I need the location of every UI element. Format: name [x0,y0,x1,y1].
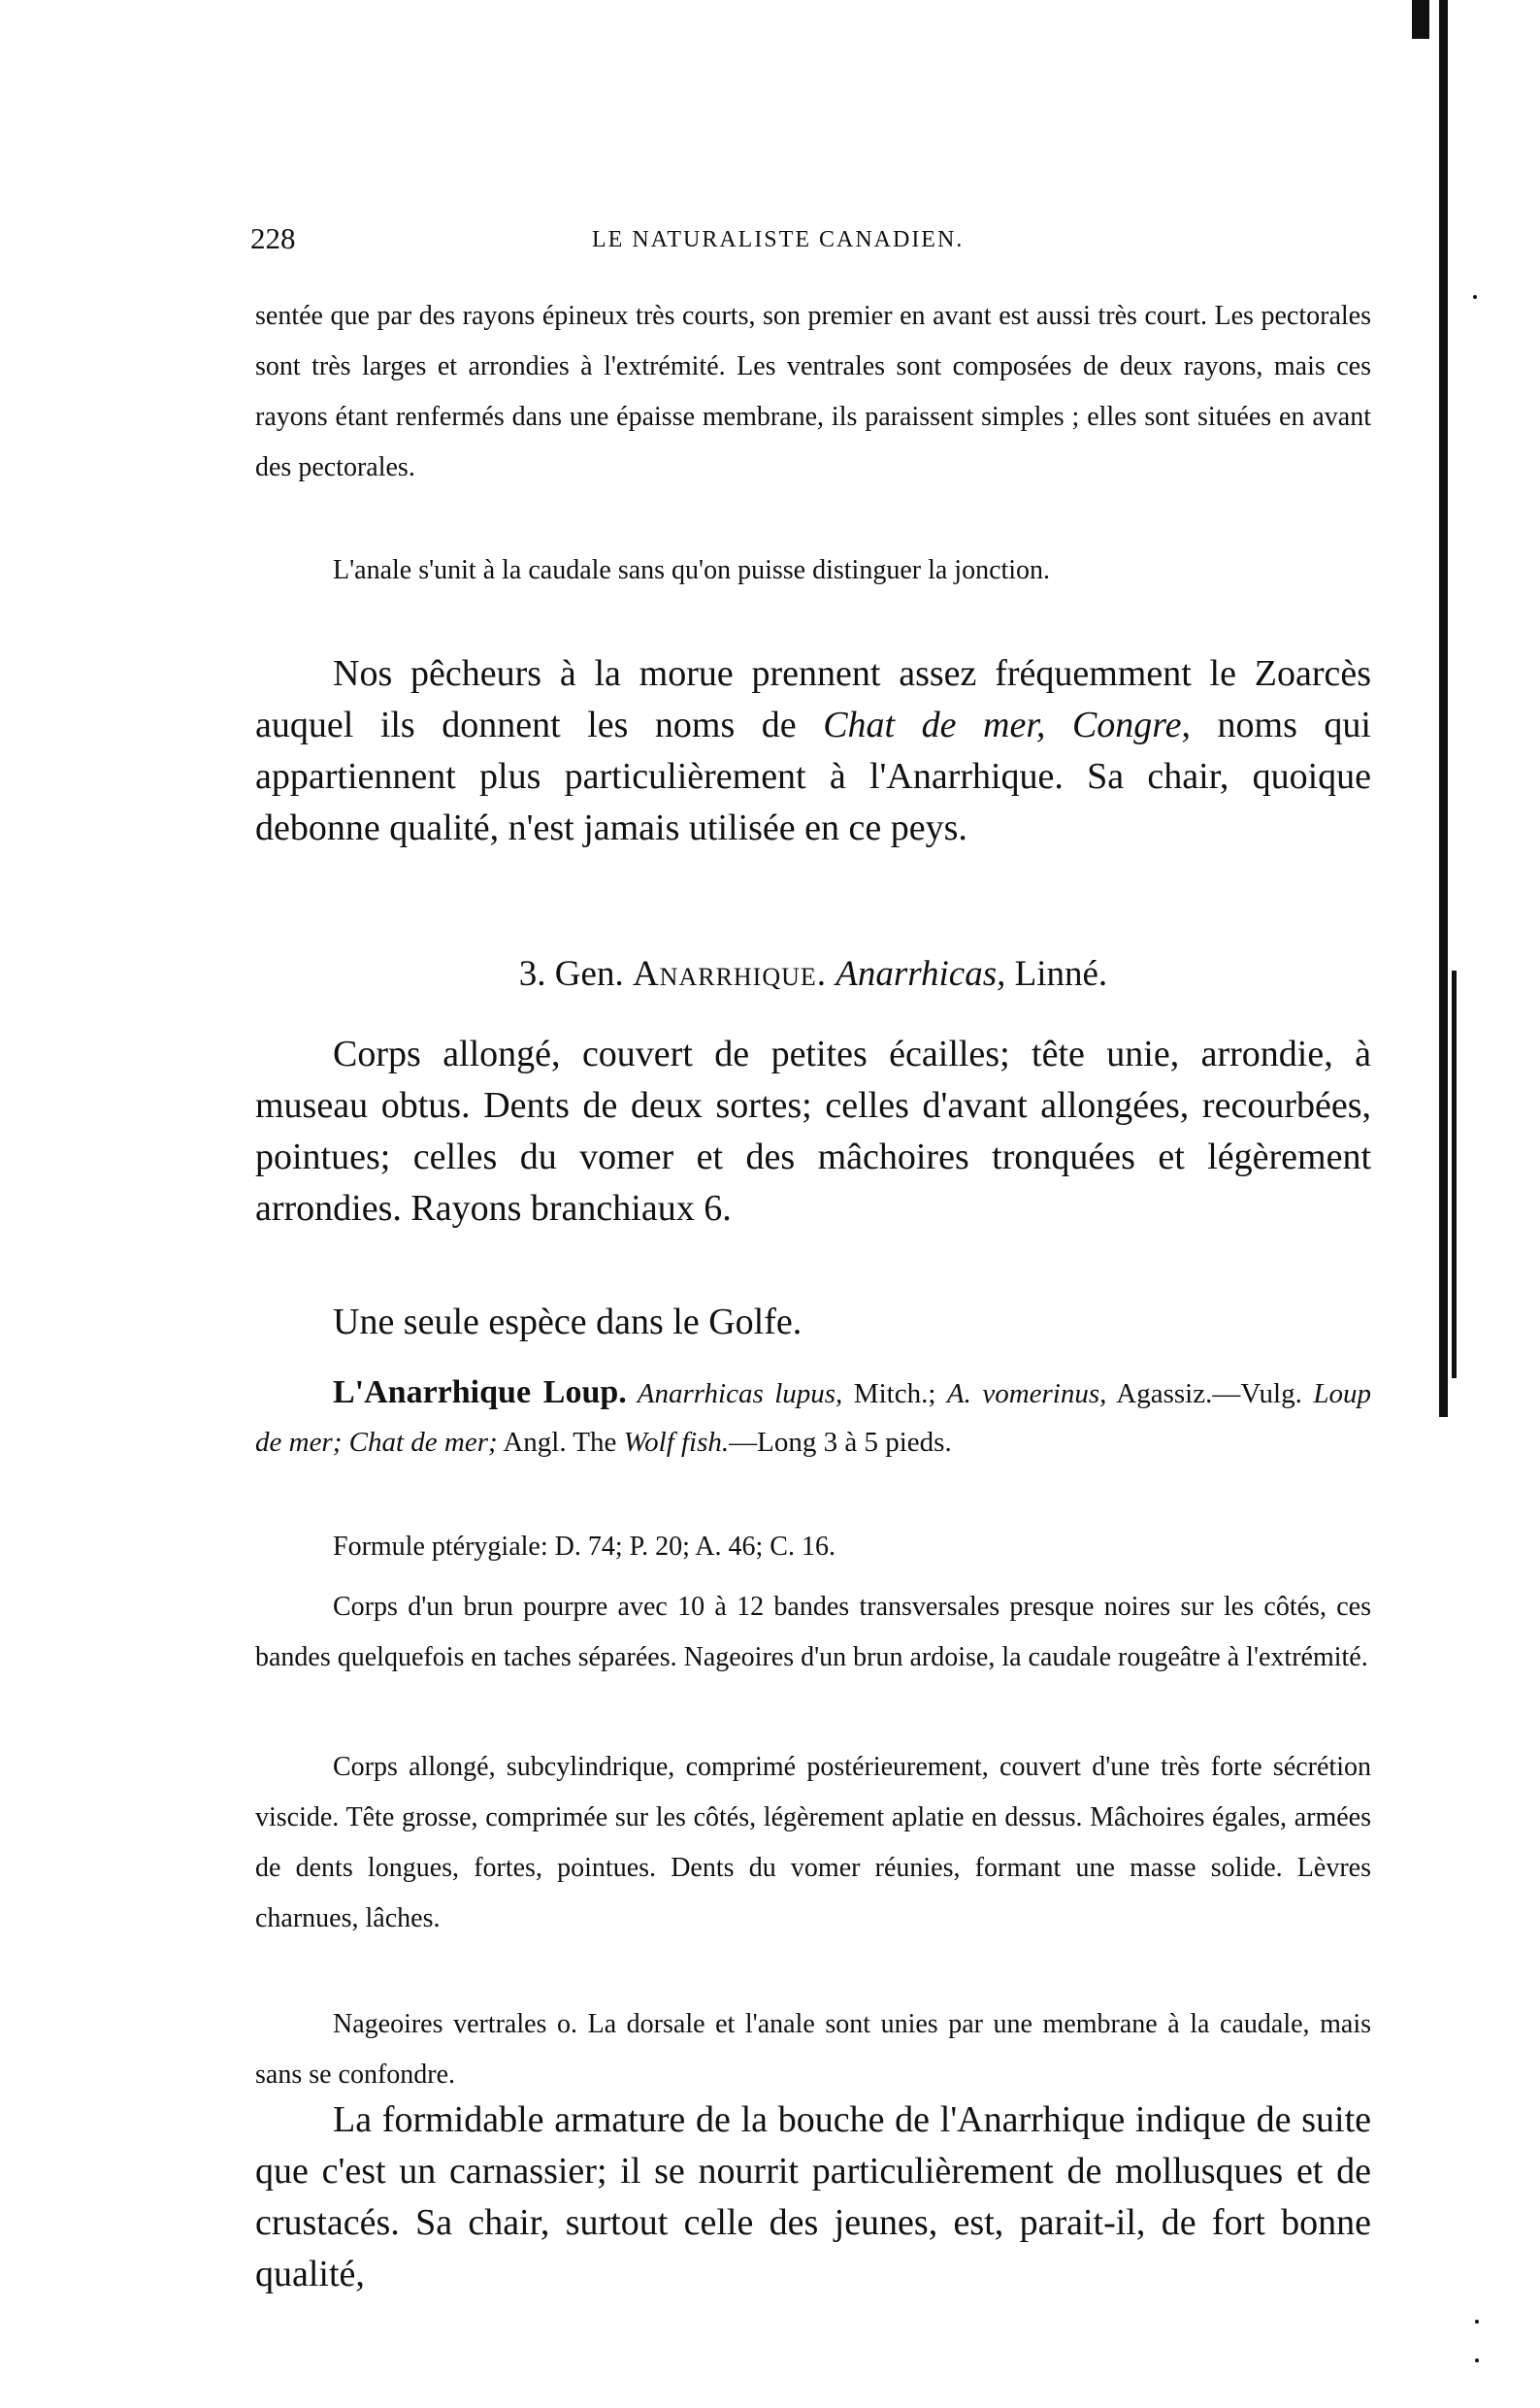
page-number: 228 [250,221,296,255]
journal-title: LE NATURALISTE CANADIEN. [592,227,965,252]
paragraph: sentée que par des rayons épineux très courts, son premier en avant est aussi très court. Les pectorales sont très larges et arrondies à l'extrémité. Les ventrales sont composées de deux rayons, mais ces rayons étant renfermés dans une épaisse membrane, ils paraissent simples ; elles sont situées en avant des pectorales. [255,301,1371,482]
paragraph: Nageoires vertrales o. La dorsale et l'anale sont unies par une membrane à la caudale, mais sans se confondre. [255,2009,1371,2090]
latin-synonym: A. vomerinus, [946,1378,1107,1409]
text-run: —Long 3 à 5 pieds. [729,1427,952,1458]
genus-name: Anarrhique. [632,954,828,994]
species-name: L'Anarrhique Loup. [333,1374,627,1410]
text-run: Angl. The [497,1427,624,1458]
italic-text: Chat de mer, Congre [823,705,1182,745]
fin-formula: Formule ptérygiale: D. 74; P. 20; A. 46; C. 16. [333,1532,836,1562]
paragraph: La formidable armature de la bouche de l'Anarrhique indique de suite que c'est un carnassier; il se nourrit particulièrement de mollusques et de crustacés. Sa chair, surtout celle des jeunes, est, parait-il, de fort bonne qualité, [255,2099,1371,2294]
scan-speck [1475,2320,1479,2324]
vernacular-names: Loup de mer; Chat de mer; [255,1378,1371,1458]
paragraph: Une seule espèce dans le Golfe. [333,1302,803,1342]
scan-edge-mark [1412,0,1429,39]
text-run: Agassiz.—Vulg. [1106,1378,1314,1409]
paragraph: Corps allongé, subcylindrique, comprimé postérieurement, couvert d'une très forte sécrétion viscide. Tête grosse, comprimée sur les côtés, légèrement aplatie en dessus. Mâchoires égales, armées de dents longues, fortes, pointues. Dents du vomer réunies, formant une masse solide. Lèvres charnues, lâches. [255,1752,1371,1933]
heading-number: 3. Gen. [518,954,633,994]
genus-heading [255,953,1371,995]
english-name: Wolf fish. [623,1427,730,1458]
paragraph [255,648,1371,854]
paragraph: Corps d'un brun pourpre avec 10 à 12 bandes transversales presque noires sur les côtés, ces bandes quelquefois en taches séparées. Nageoires d'un brun ardoise, la caudale rougeâtre à l'extrémité. [255,1592,1371,1672]
paragraph: L'anale s'unit à la caudale sans qu'on puisse distinguer la jonction. [333,555,1051,585]
authority: Linné. [1005,954,1108,994]
text-run: , noms qui appartiennent plus particulièrement à l'Anarrhique. Sa chair, quoique debonne qualité, n'est jamais utilisée en ce peys. [255,705,1371,848]
scan-speck [1473,295,1477,299]
latin-name: Anarrhicas lupus, [626,1378,843,1409]
scan-speck [1475,2359,1479,2362]
text-run: Nos pêcheurs à la morue prennent assez fréquemment le Zoarcès auquel ils donnent les noms de [255,653,1371,745]
running-head [250,221,1376,260]
paragraph: Corps allongé, couvert de petites écailles; tête unie, arrondie, à museau obtus. Dents de deux sortes; celles d'avant allongées, recourbées, pointues; celles du vomer et des mâchoires tronquées et légèrement arrondies. Rayons branchiaux 6. [255,1034,1371,1229]
page-binding-edge-inner [1452,971,1457,1378]
page-binding-edge [1439,0,1448,1417]
species-entry [255,1369,1371,1467]
latin-genus: Anarrhicas, [836,954,1006,994]
text-run: Mitch.; [842,1378,947,1409]
